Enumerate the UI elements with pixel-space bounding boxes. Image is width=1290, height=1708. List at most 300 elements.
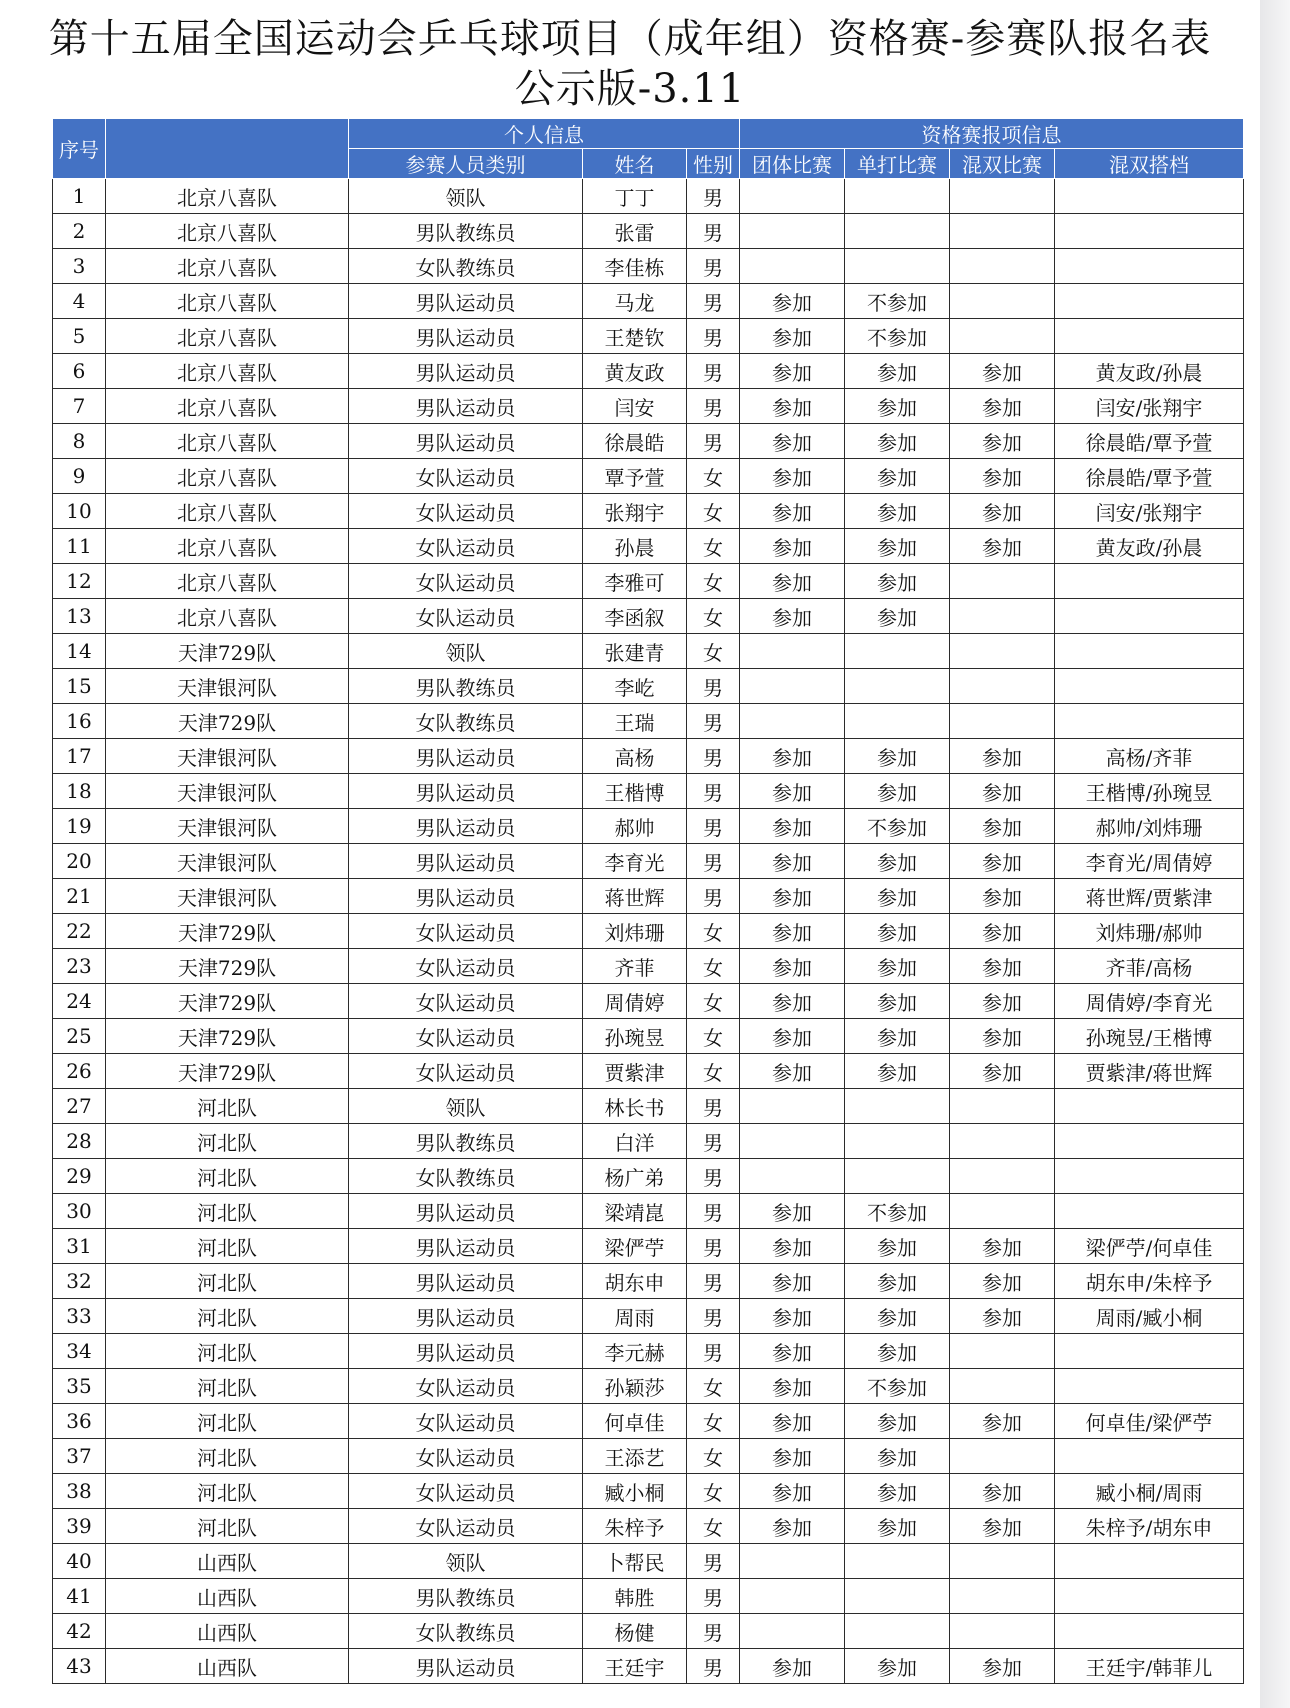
cell-name: 朱梓予 [583, 1509, 687, 1544]
table-row [53, 1544, 1244, 1579]
cell-team: 北京八喜队 [106, 424, 349, 459]
cell-team: 山西队 [106, 1544, 349, 1579]
cell-partner [1055, 249, 1244, 284]
cell-name: 李雅可 [583, 564, 687, 599]
cell-gender: 男 [687, 1544, 740, 1579]
cell-gender: 男 [687, 879, 740, 914]
cell-team: 北京八喜队 [106, 354, 349, 389]
cell-category: 女队运动员 [349, 1439, 583, 1474]
cell-gender: 男 [687, 214, 740, 249]
cell-seq: 29 [53, 1159, 106, 1194]
cell-name: 贾紫津 [583, 1054, 687, 1089]
cell-partner: 胡东申/朱梓予 [1055, 1264, 1244, 1299]
cell-team: 河北队 [106, 1334, 349, 1369]
cell-singles: 不参加 [845, 1194, 950, 1229]
header-partner: 混双搭档 [1055, 149, 1244, 179]
header-singles: 单打比赛 [845, 149, 950, 179]
table-row [53, 179, 1244, 214]
cell-mixed: 参加 [950, 1299, 1055, 1334]
cell-gender: 男 [687, 1159, 740, 1194]
cell-category: 女队教练员 [349, 1159, 583, 1194]
cell-singles: 参加 [845, 494, 950, 529]
cell-singles: 参加 [845, 1439, 950, 1474]
cell-team-event: 参加 [740, 564, 845, 599]
cell-mixed [950, 179, 1055, 214]
cell-name: 孙颖莎 [583, 1369, 687, 1404]
cell-partner [1055, 1439, 1244, 1474]
cell-team: 天津银河队 [106, 809, 349, 844]
cell-team: 天津729队 [106, 1054, 349, 1089]
table-row [53, 844, 1244, 879]
cell-team: 天津银河队 [106, 879, 349, 914]
table-row [53, 599, 1244, 634]
cell-gender: 男 [687, 1124, 740, 1159]
cell-partner [1055, 564, 1244, 599]
cell-gender: 男 [687, 1299, 740, 1334]
header-group-events: 资格赛报项信息 [740, 119, 1244, 149]
cell-team: 河北队 [106, 1439, 349, 1474]
cell-singles: 参加 [845, 879, 950, 914]
cell-category: 领队 [349, 179, 583, 214]
cell-gender: 女 [687, 634, 740, 669]
cell-partner [1055, 1089, 1244, 1124]
cell-category: 男队运动员 [349, 739, 583, 774]
cell-mixed: 参加 [950, 1509, 1055, 1544]
cell-name: 覃予萱 [583, 459, 687, 494]
cell-seq: 9 [53, 459, 106, 494]
cell-partner [1055, 284, 1244, 319]
cell-category: 男队运动员 [349, 844, 583, 879]
cell-singles: 参加 [845, 424, 950, 459]
cell-team-event [740, 634, 845, 669]
cell-category: 男队运动员 [349, 879, 583, 914]
cell-singles [845, 214, 950, 249]
cell-seq: 12 [53, 564, 106, 599]
cell-name: 张翔宇 [583, 494, 687, 529]
cell-mixed [950, 1159, 1055, 1194]
table-row [53, 529, 1244, 564]
cell-seq: 40 [53, 1544, 106, 1579]
cell-category: 男队教练员 [349, 669, 583, 704]
cell-category: 女队运动员 [349, 1054, 583, 1089]
cell-singles: 不参加 [845, 319, 950, 354]
cell-team: 天津银河队 [106, 844, 349, 879]
cell-category: 女队运动员 [349, 459, 583, 494]
cell-partner: 齐菲/高杨 [1055, 949, 1244, 984]
cell-category: 女队运动员 [349, 1404, 583, 1439]
table-row [53, 704, 1244, 739]
cell-mixed: 参加 [950, 809, 1055, 844]
cell-team: 山西队 [106, 1579, 349, 1614]
cell-category: 女队运动员 [349, 949, 583, 984]
cell-team-event: 参加 [740, 984, 845, 1019]
cell-team: 天津729队 [106, 634, 349, 669]
cell-team-event [740, 704, 845, 739]
cell-gender: 男 [687, 1614, 740, 1649]
cell-gender: 男 [687, 1229, 740, 1264]
table-body [53, 179, 1244, 1684]
cell-seq: 20 [53, 844, 106, 879]
cell-team-event [740, 1544, 845, 1579]
cell-singles [845, 1544, 950, 1579]
cell-category: 女队教练员 [349, 249, 583, 284]
header-seq: 序号 [53, 119, 106, 179]
cell-mixed: 参加 [950, 1474, 1055, 1509]
cell-seq: 6 [53, 354, 106, 389]
table-row [53, 1579, 1244, 1614]
cell-partner: 郝帅/刘炜珊 [1055, 809, 1244, 844]
cell-category: 男队运动员 [349, 284, 583, 319]
table-row [53, 1194, 1244, 1229]
cell-gender: 女 [687, 1019, 740, 1054]
cell-team-event [740, 1614, 845, 1649]
cell-gender: 男 [687, 704, 740, 739]
cell-seq: 19 [53, 809, 106, 844]
cell-team: 河北队 [106, 1194, 349, 1229]
cell-gender: 女 [687, 1054, 740, 1089]
table-row [53, 669, 1244, 704]
cell-category: 男队运动员 [349, 1299, 583, 1334]
cell-seq: 33 [53, 1299, 106, 1334]
cell-name: 韩胜 [583, 1579, 687, 1614]
table-row [53, 354, 1244, 389]
cell-partner [1055, 319, 1244, 354]
cell-partner [1055, 214, 1244, 249]
cell-mixed: 参加 [950, 529, 1055, 564]
cell-team-event: 参加 [740, 739, 845, 774]
cell-gender: 男 [687, 284, 740, 319]
cell-partner: 蒋世辉/贾紫津 [1055, 879, 1244, 914]
cell-team: 天津银河队 [106, 774, 349, 809]
cell-partner [1055, 634, 1244, 669]
cell-name: 高杨 [583, 739, 687, 774]
cell-team: 北京八喜队 [106, 494, 349, 529]
cell-category: 男队运动员 [349, 389, 583, 424]
cell-singles: 不参加 [845, 809, 950, 844]
cell-partner: 周倩婷/李育光 [1055, 984, 1244, 1019]
cell-mixed: 参加 [950, 1404, 1055, 1439]
cell-team-event: 参加 [740, 1334, 845, 1369]
table-row [53, 1299, 1244, 1334]
cell-name: 王廷宇 [583, 1649, 687, 1684]
cell-team-event: 参加 [740, 319, 845, 354]
cell-mixed: 参加 [950, 1019, 1055, 1054]
table-row [53, 1614, 1244, 1649]
cell-team: 河北队 [106, 1404, 349, 1439]
cell-mixed [950, 284, 1055, 319]
cell-team-event: 参加 [740, 1439, 845, 1474]
cell-partner [1055, 1194, 1244, 1229]
cell-name: 胡东申 [583, 1264, 687, 1299]
cell-name: 杨广弟 [583, 1159, 687, 1194]
cell-seq: 17 [53, 739, 106, 774]
cell-singles: 参加 [845, 389, 950, 424]
cell-team: 河北队 [106, 1089, 349, 1124]
cell-gender: 女 [687, 459, 740, 494]
cell-category: 女队运动员 [349, 529, 583, 564]
cell-gender: 女 [687, 1404, 740, 1439]
cell-mixed: 参加 [950, 459, 1055, 494]
cell-seq: 5 [53, 319, 106, 354]
cell-name: 周雨 [583, 1299, 687, 1334]
cell-singles: 参加 [845, 529, 950, 564]
cell-team: 北京八喜队 [106, 389, 349, 424]
header-team-event: 团体比赛 [740, 149, 845, 179]
cell-team: 河北队 [106, 1509, 349, 1544]
cell-mixed [950, 669, 1055, 704]
cell-singles: 参加 [845, 354, 950, 389]
cell-category: 女队运动员 [349, 599, 583, 634]
cell-seq: 38 [53, 1474, 106, 1509]
cell-team: 北京八喜队 [106, 179, 349, 214]
cell-mixed [950, 249, 1055, 284]
cell-mixed: 参加 [950, 949, 1055, 984]
cell-gender: 男 [687, 1194, 740, 1229]
cell-singles: 参加 [845, 1649, 950, 1684]
table-row [53, 284, 1244, 319]
cell-partner [1055, 179, 1244, 214]
cell-category: 男队教练员 [349, 214, 583, 249]
cell-team-event: 参加 [740, 354, 845, 389]
cell-category: 女队运动员 [349, 914, 583, 949]
cell-seq: 43 [53, 1649, 106, 1684]
table-row [53, 1019, 1244, 1054]
cell-gender: 男 [687, 1334, 740, 1369]
cell-team-event [740, 669, 845, 704]
cell-seq: 39 [53, 1509, 106, 1544]
cell-team: 天津银河队 [106, 739, 349, 774]
cell-seq: 28 [53, 1124, 106, 1159]
table-row [53, 564, 1244, 599]
header-name: 姓名 [583, 149, 687, 179]
cell-gender: 女 [687, 529, 740, 564]
cell-partner: 臧小桐/周雨 [1055, 1474, 1244, 1509]
cell-team-event [740, 214, 845, 249]
cell-mixed [950, 1334, 1055, 1369]
cell-partner [1055, 1369, 1244, 1404]
cell-partner: 朱梓予/胡东申 [1055, 1509, 1244, 1544]
cell-gender: 男 [687, 1264, 740, 1299]
cell-gender: 男 [687, 319, 740, 354]
cell-team-event: 参加 [740, 809, 845, 844]
cell-partner: 周雨/臧小桐 [1055, 1299, 1244, 1334]
cell-name: 孙琬昱 [583, 1019, 687, 1054]
cell-mixed: 参加 [950, 1649, 1055, 1684]
cell-team-event [740, 1159, 845, 1194]
cell-gender: 男 [687, 179, 740, 214]
cell-seq: 13 [53, 599, 106, 634]
cell-mixed: 参加 [950, 494, 1055, 529]
cell-team-event: 参加 [740, 1649, 845, 1684]
cell-singles: 参加 [845, 1474, 950, 1509]
cell-singles: 不参加 [845, 1369, 950, 1404]
cell-mixed: 参加 [950, 739, 1055, 774]
cell-category: 男队教练员 [349, 1124, 583, 1159]
header-category: 参赛人员类别 [349, 149, 583, 179]
cell-team: 天津银河队 [106, 669, 349, 704]
cell-partner: 贾紫津/蒋世辉 [1055, 1054, 1244, 1089]
cell-seq: 36 [53, 1404, 106, 1439]
table-row [53, 1474, 1244, 1509]
cell-partner: 徐晨皓/覃予萱 [1055, 459, 1244, 494]
cell-mixed [950, 319, 1055, 354]
cell-seq: 31 [53, 1229, 106, 1264]
cell-name: 王瑞 [583, 704, 687, 739]
cell-category: 女队运动员 [349, 1019, 583, 1054]
table-row [53, 214, 1244, 249]
cell-name: 梁靖崑 [583, 1194, 687, 1229]
cell-singles: 参加 [845, 1229, 950, 1264]
table-row [53, 739, 1244, 774]
table-row [53, 1089, 1244, 1124]
cell-team-event: 参加 [740, 494, 845, 529]
header-team [106, 119, 349, 179]
page-edge [1260, 0, 1290, 1708]
cell-gender: 男 [687, 1089, 740, 1124]
cell-name: 张建青 [583, 634, 687, 669]
cell-category: 女队运动员 [349, 1509, 583, 1544]
cell-team: 河北队 [106, 1229, 349, 1264]
cell-category: 男队运动员 [349, 424, 583, 459]
cell-name: 李佳栋 [583, 249, 687, 284]
cell-team: 河北队 [106, 1159, 349, 1194]
cell-name: 张雷 [583, 214, 687, 249]
cell-category: 领队 [349, 1089, 583, 1124]
cell-seq: 1 [53, 179, 106, 214]
cell-name: 闫安 [583, 389, 687, 424]
cell-team-event: 参加 [740, 1369, 845, 1404]
cell-partner: 梁俨苧/何卓佳 [1055, 1229, 1244, 1264]
cell-team-event: 参加 [740, 1229, 845, 1264]
cell-seq: 32 [53, 1264, 106, 1299]
cell-team-event: 参加 [740, 1054, 845, 1089]
cell-name: 丁丁 [583, 179, 687, 214]
cell-partner: 黄友政/孙晨 [1055, 354, 1244, 389]
cell-singles [845, 1614, 950, 1649]
cell-partner: 何卓佳/梁俨苧 [1055, 1404, 1244, 1439]
cell-name: 卜帮民 [583, 1544, 687, 1579]
cell-partner: 闫安/张翔宇 [1055, 389, 1244, 424]
cell-name: 徐晨皓 [583, 424, 687, 459]
cell-gender: 男 [687, 354, 740, 389]
cell-team-event: 参加 [740, 424, 845, 459]
cell-team-event: 参加 [740, 1194, 845, 1229]
cell-partner [1055, 1159, 1244, 1194]
cell-team: 河北队 [106, 1124, 349, 1159]
cell-partner: 高杨/齐菲 [1055, 739, 1244, 774]
cell-mixed: 参加 [950, 1054, 1055, 1089]
cell-team-event: 参加 [740, 844, 845, 879]
table-row [53, 879, 1244, 914]
title-line-1: 第十五届全国运动会乒乓球项目（成年组）资格赛-参赛队报名表 [48, 16, 1212, 62]
cell-category: 男队运动员 [349, 1649, 583, 1684]
cell-category: 女队运动员 [349, 494, 583, 529]
cell-gender: 男 [687, 424, 740, 459]
cell-seq: 3 [53, 249, 106, 284]
cell-gender: 男 [687, 669, 740, 704]
cell-seq: 15 [53, 669, 106, 704]
cell-team: 河北队 [106, 1299, 349, 1334]
cell-partner: 刘炜珊/郝帅 [1055, 914, 1244, 949]
cell-category: 男队教练员 [349, 1579, 583, 1614]
cell-mixed: 参加 [950, 774, 1055, 809]
cell-partner: 王楷博/孙琬昱 [1055, 774, 1244, 809]
table-row [53, 389, 1244, 424]
cell-partner: 王廷宇/韩菲儿 [1055, 1649, 1244, 1684]
cell-seq: 30 [53, 1194, 106, 1229]
cell-singles: 参加 [845, 564, 950, 599]
cell-seq: 18 [53, 774, 106, 809]
table-row [53, 1439, 1244, 1474]
cell-partner [1055, 1334, 1244, 1369]
cell-mixed: 参加 [950, 879, 1055, 914]
table-row [53, 494, 1244, 529]
cell-seq: 16 [53, 704, 106, 739]
cell-team-event: 参加 [740, 1404, 845, 1439]
cell-team-event: 参加 [740, 1474, 845, 1509]
cell-team: 山西队 [106, 1614, 349, 1649]
cell-team-event: 参加 [740, 599, 845, 634]
cell-mixed: 参加 [950, 389, 1055, 424]
cell-name: 蒋世辉 [583, 879, 687, 914]
cell-mixed [950, 214, 1055, 249]
cell-team: 天津729队 [106, 1019, 349, 1054]
cell-partner: 闫安/张翔宇 [1055, 494, 1244, 529]
cell-seq: 34 [53, 1334, 106, 1369]
registration-table [52, 118, 1244, 1684]
cell-singles: 参加 [845, 1509, 950, 1544]
cell-gender: 女 [687, 1474, 740, 1509]
table-row [53, 634, 1244, 669]
cell-mixed [950, 1089, 1055, 1124]
cell-gender: 女 [687, 1369, 740, 1404]
cell-partner: 孙琬昱/王楷博 [1055, 1019, 1244, 1054]
cell-partner [1055, 1614, 1244, 1649]
table-row [53, 1054, 1244, 1089]
cell-seq: 26 [53, 1054, 106, 1089]
cell-gender: 男 [687, 1649, 740, 1684]
cell-gender: 男 [687, 389, 740, 424]
cell-category: 领队 [349, 634, 583, 669]
cell-category: 男队运动员 [349, 1334, 583, 1369]
cell-mixed: 参加 [950, 354, 1055, 389]
page-title [0, 14, 1260, 114]
cell-category: 女队运动员 [349, 564, 583, 599]
cell-team-event [740, 249, 845, 284]
cell-singles: 不参加 [845, 284, 950, 319]
cell-singles [845, 634, 950, 669]
table-header [53, 119, 1244, 179]
cell-mixed [950, 599, 1055, 634]
table-row [53, 1264, 1244, 1299]
cell-singles [845, 704, 950, 739]
cell-team: 北京八喜队 [106, 564, 349, 599]
cell-singles: 参加 [845, 459, 950, 494]
cell-partner [1055, 704, 1244, 739]
cell-partner: 黄友政/孙晨 [1055, 529, 1244, 564]
cell-category: 女队运动员 [349, 984, 583, 1019]
cell-name: 郝帅 [583, 809, 687, 844]
table-row [53, 774, 1244, 809]
cell-category: 男队运动员 [349, 809, 583, 844]
cell-name: 王楚钦 [583, 319, 687, 354]
cell-seq: 14 [53, 634, 106, 669]
cell-singles [845, 1089, 950, 1124]
cell-name: 杨健 [583, 1614, 687, 1649]
cell-team: 北京八喜队 [106, 319, 349, 354]
cell-mixed: 参加 [950, 914, 1055, 949]
cell-gender: 女 [687, 494, 740, 529]
